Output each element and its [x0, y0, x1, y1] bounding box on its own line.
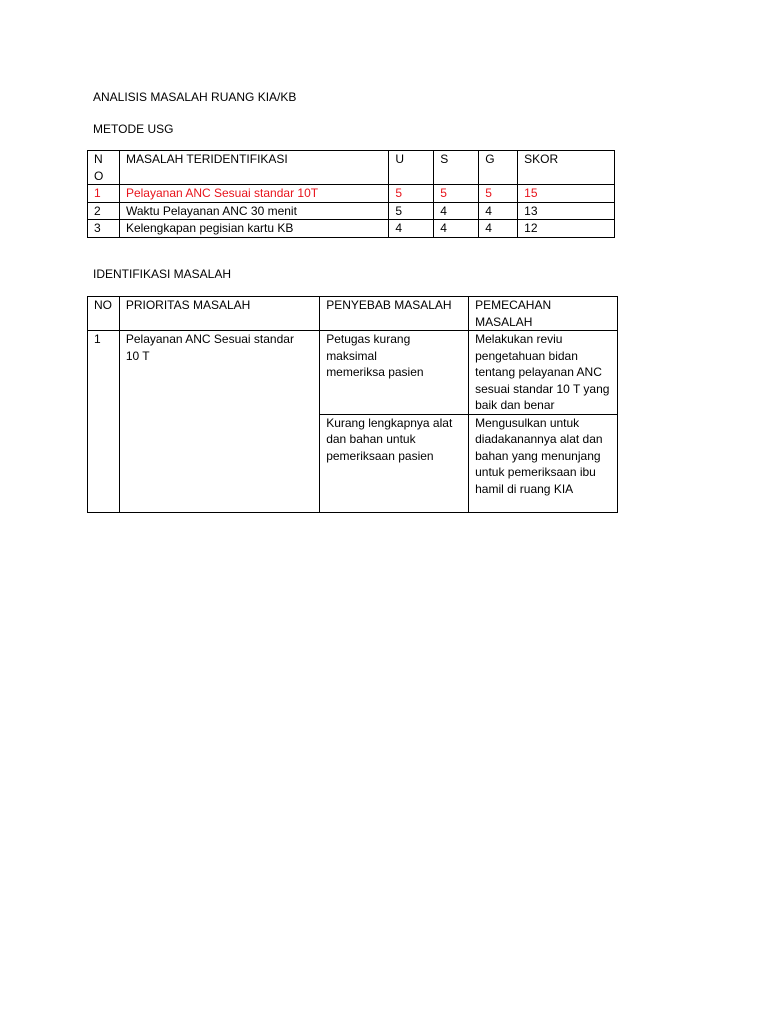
usg-cell-no: 1 — [88, 185, 120, 203]
usg-header-skor: SKOR — [518, 151, 615, 185]
usg-cell-skor: 12 — [518, 220, 615, 238]
usg-header-no: NO — [88, 151, 120, 185]
ident-cell-pemecahan: Melakukan reviu pengetahuan bidan tentang pelayanan ANC sesuai standar 10 T yang baik dan benar — [469, 331, 618, 415]
ident-section-title: IDENTIFIKASI MASALAH — [93, 267, 232, 281]
usg-cell-s: 4 — [434, 202, 479, 220]
ident-header-no: NO — [88, 297, 120, 331]
usg-cell-masalah: Pelayanan ANC Sesuai standar 10T — [119, 185, 388, 203]
usg-table — [87, 150, 615, 238]
usg-cell-u: 5 — [389, 185, 434, 203]
ident-cell-penyebab: Petugas kurang maksimal memeriksa pasien — [320, 331, 469, 415]
usg-cell-skor: 15 — [518, 185, 615, 203]
usg-header-g: G — [479, 151, 518, 185]
usg-cell-no: 3 — [88, 220, 120, 238]
ident-cell-prioritas: Pelayanan ANC Sesuai standar 10 T — [119, 331, 319, 513]
usg-cell-masalah: Kelengkapan pegisian kartu KB — [119, 220, 388, 238]
ident-row — [88, 331, 618, 415]
ident-cell-no: 1 — [88, 331, 120, 513]
usg-cell-skor: 13 — [518, 202, 615, 220]
usg-cell-g: 4 — [479, 202, 518, 220]
usg-header-u: U — [389, 151, 434, 185]
ident-header-penyebab: PENYEBAB MASALAH — [320, 297, 469, 331]
ident-header-row — [88, 297, 618, 331]
usg-cell-u: 4 — [389, 220, 434, 238]
usg-cell-masalah: Waktu Pelayanan ANC 30 menit — [119, 202, 388, 220]
identification-table — [87, 296, 618, 513]
usg-row — [88, 220, 615, 238]
usg-row — [88, 202, 615, 220]
usg-row-priority — [88, 185, 615, 203]
usg-cell-u: 5 — [389, 202, 434, 220]
ident-header-pemecahan: PEMECAHAN MASALAH — [469, 297, 618, 331]
usg-header-row — [88, 151, 615, 185]
usg-cell-g: 5 — [479, 185, 518, 203]
usg-header-masalah: MASALAH TERIDENTIFIKASI — [119, 151, 388, 185]
document-title: ANALISIS MASALAH RUANG KIA/KB — [93, 90, 297, 104]
usg-section-title: METODE USG — [93, 122, 174, 136]
usg-cell-s: 5 — [434, 185, 479, 203]
usg-header-s: S — [434, 151, 479, 185]
usg-cell-g: 4 — [479, 220, 518, 238]
usg-cell-s: 4 — [434, 220, 479, 238]
ident-header-prioritas: PRIORITAS MASALAH — [119, 297, 319, 331]
usg-cell-no: 2 — [88, 202, 120, 220]
ident-cell-penyebab: Kurang lengkapnya alat dan bahan untuk pemeriksaan pasien — [320, 414, 469, 512]
ident-cell-pemecahan: Mengusulkan untuk diadakanannya alat dan bahan yang menunjang untuk pemeriksaan ibu hamil di ruang KIA — [469, 414, 618, 512]
